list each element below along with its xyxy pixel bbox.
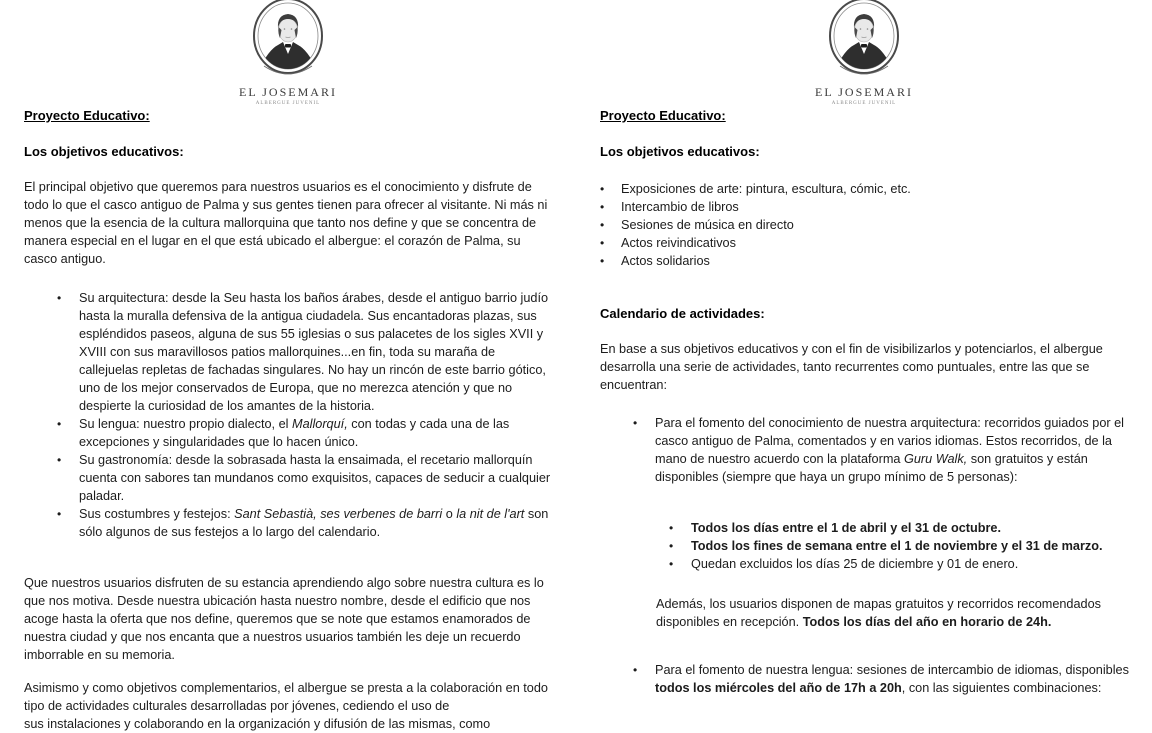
closing-paragraph: Que nuestros usuarios disfruten de su estancia aprendiendo algo sobre nuestra cultura es lo que nos motiva. Desde nuestra ubicación hasta nuestro nombre, desde el edificio que nos acoge hasta la oferta que nos define, queremos que se note que estamos enamorados de nuestra ciudad y que nos encanta que a nuestros usuarios también les deje un recuerdo imborrable en su memoria. [24, 576, 544, 662]
bullet-item [600, 252, 1130, 270]
schedule-item [600, 537, 1130, 555]
page-right [576, 0, 1152, 720]
logo [804, 0, 924, 106]
bullet-text: Su lengua: nuestro propio dialecto, el Mallorquí, con todas y cada una de las excepciones y singularidades que lo hacen único. [79, 417, 510, 449]
bullet-item [600, 414, 1130, 486]
bullet-marker: • [669, 539, 674, 553]
bullet-marker: • [669, 521, 674, 535]
activities-list [600, 414, 1130, 486]
objectives-heading: Los objetivos educativos: [24, 144, 184, 159]
page-left [0, 0, 576, 731]
bullet-item [600, 234, 1130, 252]
schedule-item [600, 555, 1130, 573]
page-title: Proyecto Educativo: [600, 108, 726, 123]
bullet-item [24, 289, 554, 415]
bullet-text: Quedan excluidos los días 25 de diciembre y 01 de enero. [691, 557, 1019, 571]
bullet-marker: • [57, 417, 62, 431]
bullet-text: Para el fomento de nuestra lengua: sesiones de intercambio de idiomas, disponibles todos los miércoles del año de 17h a 20h, con las siguientes combinaciones: [655, 663, 1129, 695]
logo-title: EL JOSEMARI [239, 85, 337, 99]
clipped-line: sus instalaciones y colaborando en la organización y difusión de las mismas, como [24, 717, 491, 731]
bullet-text: Su gastronomía: desde la sobrasada hasta la ensaimada, el recetario mallorquín cuenta con sabores tan mundanos como exquisitos, capaces de seducir a cualquier paladar. [79, 453, 551, 503]
logo [228, 0, 348, 106]
bullet-text: Intercambio de libros [621, 200, 739, 214]
bullet-item [24, 505, 554, 541]
bullet-text: Exposiciones de arte: pintura, escultura, cómic, etc. [621, 182, 911, 196]
page-title: Proyecto Educativo: [24, 108, 150, 123]
bullet-marker: • [57, 453, 62, 467]
bullet-marker: • [600, 254, 605, 268]
bullet-marker: • [57, 507, 62, 521]
bullet-text: Sesiones de música en directo [621, 218, 794, 232]
bullet-text: Para el fomento del conocimiento de nuestra arquitectura: recorridos guiados por el casco antiguo de Palma, comentados y en varios idiomas. Estos recorridos, de la mano de nuestro acuerdo con la plataforma Guru Walk, son gratuitos y están disponibles (siempre que haya un grupo mínimo de 5 personas): [655, 416, 1124, 484]
bullet-text: Su arquitectura: desde la Seu hasta los baños árabes, desde el antiguo barrio judío hasta la muralla defensiva de la antigua ciudadela. Sus encantadoras plazas, sus espléndidos paseos, alguna de sus 55 iglesias o sus palacetes de los sigles XVII y XVIII con sus maravillosos patios mallorquines...en fin, toda su maraña de callejuelas repletas de fachadas singulares. No hay un rincón de este barrio gótico, uno de los mejor conservados de Europa, que no merezca atención y que no despierte la curiosidad de los amantes de la historia. [79, 291, 549, 413]
logo-subtitle: ALBERGUE JUVENIL [255, 101, 321, 106]
bullet-item [600, 216, 1130, 234]
intro-paragraph: El principal objetivo que queremos para nuestros usuarios es el conocimiento y disfrute de todo lo que el casco antiguo de Palma y sus gentes tienen para ofrecer al visitante. Ni más ni menos que la esencia de la cultura mallorquina que tanto nos define y que se concentra de manera especial en el lugar en el que está ubicado el albergue: el corazón de Palma, su casco antiguo. [24, 180, 548, 266]
collaboration-paragraph: Asimismo y como objetivos complementarios, el albergue se presta a la colaboración en todo tipo de actividades culturales desarrolladas por jóvenes, cediendo el uso de [24, 681, 548, 713]
bullet-item [600, 198, 1130, 216]
bullet-item [24, 451, 554, 505]
bullet-marker: • [600, 218, 605, 232]
bullet-item [24, 415, 554, 451]
bullet-marker: • [669, 557, 674, 571]
bullet-text: Todos los fines de semana entre el 1 de noviembre y el 31 de marzo. [691, 539, 1103, 553]
bullet-item [600, 661, 1130, 697]
bullet-text: Todos los días entre el 1 de abril y el 31 de octubre. [691, 521, 1002, 535]
bullet-marker: • [600, 200, 605, 214]
portrait-logo-icon [228, 0, 348, 76]
calendar-intro: En base a sus objetivos educativos y con el fin de visibilizarlos y potenciarlos, el albergue desarrolla una serie de actividades, tanto recurrentes como puntuales, entre las que se encuentran: [600, 342, 1103, 392]
bullet-marker: • [600, 182, 605, 196]
portrait-logo-icon [804, 0, 924, 76]
logo-title: EL JOSEMARI [815, 85, 913, 99]
maps-note: Además, los usuarios disponen de mapas gratuitos y recorridos recomendados disponibles en recepción. Todos los días del año en horario de 24h. [656, 597, 1102, 629]
bullet-text: Actos reivindicativos [621, 236, 736, 250]
schedule-sublist [600, 519, 1130, 573]
schedule-item [600, 519, 1130, 537]
bullet-text: Actos solidarios [621, 254, 710, 268]
bullet-marker: • [633, 663, 638, 677]
bullet-marker: • [633, 416, 638, 430]
language-activity [600, 661, 1130, 697]
objectives-heading: Los objetivos educativos: [600, 144, 760, 159]
culture-bullet-list [24, 289, 554, 541]
bullet-text: Sus costumbres y festejos: Sant Sebastià, ses verbenes de barri o la nit de l'art son sólo algunos de sus festejos a lo largo del calendario. [79, 507, 549, 539]
objectives-list [600, 180, 1130, 270]
calendar-heading: Calendario de actividades: [600, 306, 765, 321]
bullet-marker: • [600, 236, 605, 250]
logo-subtitle: ALBERGUE JUVENIL [831, 101, 897, 106]
bullet-item [600, 180, 1130, 198]
bullet-marker: • [57, 291, 62, 305]
